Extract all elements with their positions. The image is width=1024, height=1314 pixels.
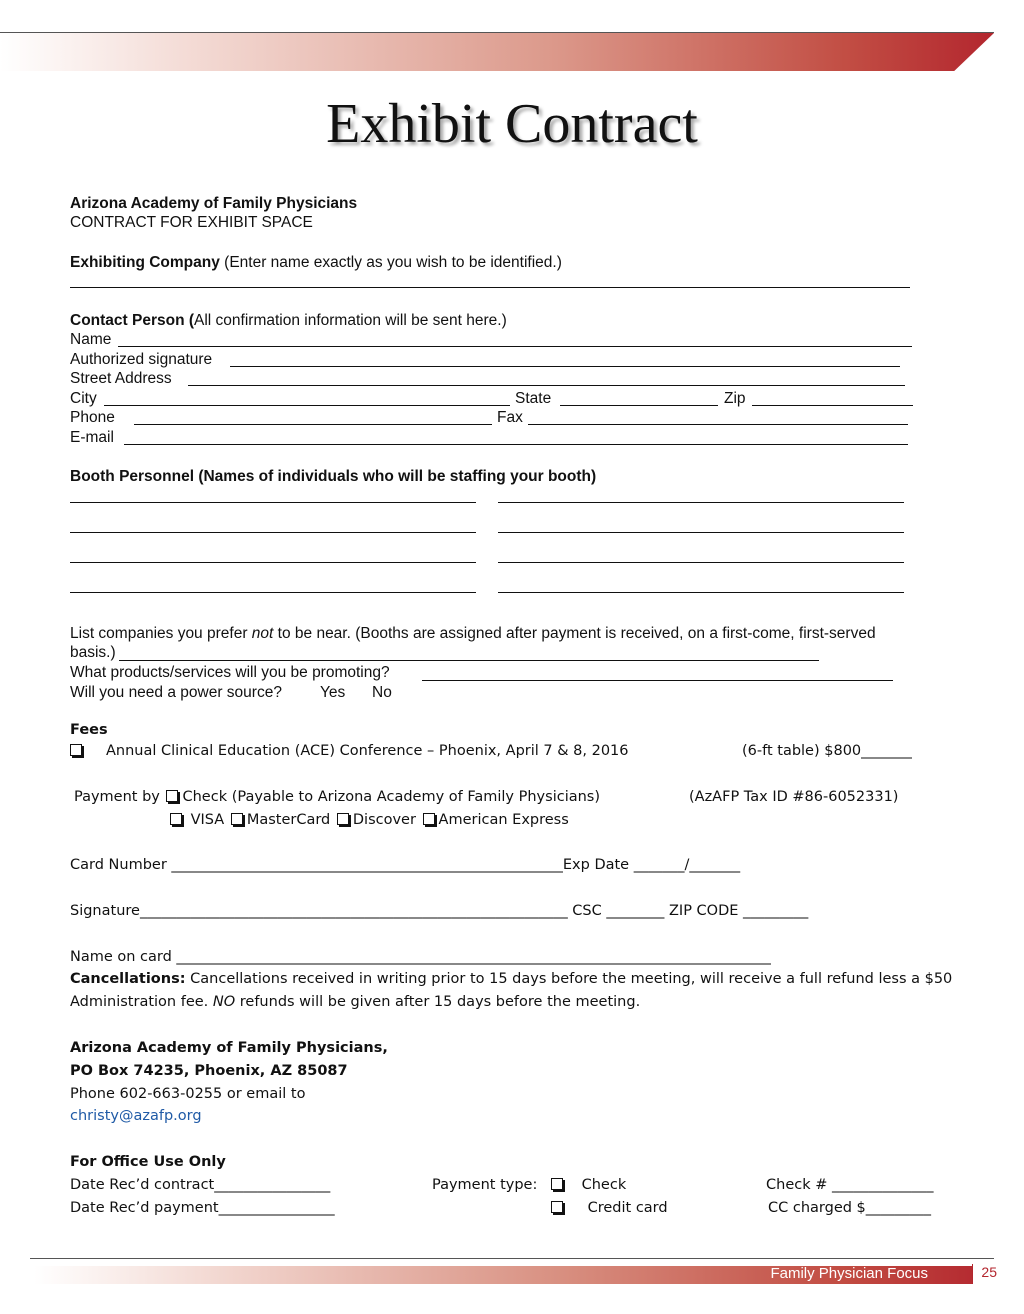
org-name: Arizona Academy of Family Physicians	[70, 195, 358, 212]
page-title: Exhibit Contract	[326, 93, 698, 155]
signature-field[interactable]: Signature___________________________________________________________ CSC ________ ZIP CODE _________	[70, 903, 809, 919]
products-label: What products/services will you be promoting?	[70, 664, 390, 681]
exhibiting-note: (Enter name exactly as you wish to be identified.)	[224, 254, 562, 271]
avoid-companies-label	[70, 625, 876, 643]
card-number-field[interactable]: Card Number ______________________________________________________Exp Date _______/_______	[70, 857, 741, 873]
booth-personnel-field[interactable]	[498, 532, 904, 533]
office-credit-checkbox[interactable]	[551, 1201, 563, 1213]
phone-label: Phone	[70, 409, 115, 426]
exhibiting-company-label	[70, 254, 562, 272]
avoid-companies-cont: basis.)	[70, 644, 116, 661]
city-field[interactable]	[104, 405, 510, 406]
booth-personnel-field[interactable]	[498, 592, 904, 593]
amex-label: American Express	[438, 812, 569, 828]
avoid-emphasis: not	[251, 625, 274, 642]
cancellation-text-2a: Administration fee.	[70, 994, 213, 1010]
state-field[interactable]	[560, 405, 718, 406]
avoid-text-1: List companies you prefer	[70, 625, 252, 642]
office-check-row	[551, 1177, 626, 1193]
avoid-text-2: to be near. (Booths are assigned after payment is received, on a first-come, first-served	[273, 625, 876, 642]
email-field[interactable]	[124, 444, 908, 445]
exhibiting-company-field[interactable]	[70, 287, 910, 288]
contact-note: All confirmation information will be sent here.)	[194, 312, 507, 329]
booth-personnel-field[interactable]	[498, 562, 904, 563]
payment-type-label: Payment type:	[432, 1177, 538, 1193]
contact-label: Contact Person (	[70, 312, 195, 329]
cancellation-text-1: Cancellations received in writing prior to 15 days before the meeting, will receive a full refund less a $50	[185, 971, 953, 987]
amex-checkbox[interactable]	[423, 813, 435, 825]
visa-label: VISA	[190, 812, 225, 828]
discover-label: Discover	[352, 812, 416, 828]
street-address-field[interactable]	[188, 385, 905, 386]
check-option-label: Check (Payable to Arizona Academy of Family Physicians)	[182, 789, 601, 805]
office-credit-row	[551, 1200, 668, 1216]
power-no-option[interactable]: No	[372, 684, 392, 701]
mastercard-label: MasterCard	[246, 812, 331, 828]
booth-personnel-field[interactable]	[70, 502, 476, 503]
cancellations-label: Cancellations:	[70, 971, 186, 987]
name-label: Name	[70, 331, 112, 348]
tax-id: (AzAFP Tax ID #86-6052331)	[689, 789, 899, 805]
cc-charged-field[interactable]: CC charged $_________	[768, 1200, 932, 1216]
page-number: 25	[972, 1264, 997, 1284]
footer-rule	[30, 1258, 994, 1259]
cancellation-text-2b: refunds will be given after 15 days before the meeting.	[235, 994, 641, 1010]
zip-field[interactable]	[752, 405, 913, 406]
cancellation-policy-line2	[70, 994, 640, 1010]
city-label: City	[70, 390, 97, 407]
products-field[interactable]	[422, 680, 893, 681]
authorized-signature-label: Authorized signature	[70, 351, 213, 368]
booth-personnel-label: Booth Personnel (Names of individuals who will be staffing your booth)	[70, 468, 597, 485]
booth-personnel-field[interactable]	[498, 502, 904, 503]
check-checkbox[interactable]	[166, 790, 178, 802]
discover-checkbox[interactable]	[337, 813, 349, 825]
address-po-box: PO Box 74235, Phoenix, AZ 85087	[70, 1063, 348, 1079]
card-type-row	[170, 812, 569, 828]
header-banner	[0, 33, 994, 71]
street-address-label: Street Address	[70, 370, 172, 387]
office-check-checkbox[interactable]	[551, 1178, 563, 1190]
contract-subtitle: CONTRACT FOR EXHIBIT SPACE	[70, 214, 313, 231]
authorized-signature-field[interactable]	[230, 366, 900, 367]
payment-label: Payment by	[74, 789, 160, 805]
email-label: E-mail	[70, 429, 114, 446]
mastercard-checkbox[interactable]	[231, 813, 243, 825]
fax-field[interactable]	[528, 424, 908, 425]
office-check-label: Check	[581, 1177, 627, 1193]
date-received-payment[interactable]: Date Rec’d payment________________	[70, 1200, 335, 1216]
booth-personnel-field[interactable]	[70, 592, 476, 593]
fee-checkbox[interactable]	[70, 744, 82, 756]
cancellation-policy-line1	[70, 971, 952, 987]
office-use-heading: For Office Use Only	[70, 1154, 226, 1170]
booth-personnel-field[interactable]	[70, 562, 476, 563]
avoid-companies-field[interactable]	[119, 660, 819, 661]
name-on-card-field[interactable]: Name on card __________________________________________________________________________________	[70, 949, 771, 965]
date-received-contract[interactable]: Date Rec’d contract________________	[70, 1177, 331, 1193]
payment-row	[74, 789, 600, 805]
cancellation-emphasis: NO	[212, 994, 236, 1010]
zip-label: Zip	[724, 390, 746, 407]
fees-heading: Fees	[70, 722, 108, 738]
exhibiting-label: Exhibiting Company	[70, 254, 220, 271]
fee-price: (6-ft table) $800_______	[742, 743, 912, 759]
fee-item-label: Annual Clinical Education (ACE) Conference – Phoenix, April 7 & 8, 2016	[106, 743, 629, 759]
fee-item-row	[70, 743, 86, 759]
state-label: State	[515, 390, 552, 407]
contact-email-link[interactable]: christy@azafp.org	[70, 1108, 202, 1124]
booth-personnel-field[interactable]	[70, 532, 476, 533]
name-field[interactable]	[118, 346, 912, 347]
fax-label: Fax	[497, 409, 523, 426]
address-org: Arizona Academy of Family Physicians,	[70, 1040, 388, 1056]
power-yes-option[interactable]: Yes	[320, 684, 346, 701]
visa-checkbox[interactable]	[170, 813, 182, 825]
contact-person-label	[70, 312, 507, 330]
header-rule	[0, 32, 994, 33]
check-number-field[interactable]: Check # ______________	[766, 1177, 934, 1193]
footer-publication: Family Physician Focus	[770, 1265, 928, 1282]
office-credit-label: Credit card	[587, 1200, 668, 1216]
address-phone: Phone 602-663-0255 or email to	[70, 1086, 306, 1102]
phone-field[interactable]	[134, 424, 492, 425]
power-question: Will you need a power source?	[70, 684, 282, 701]
